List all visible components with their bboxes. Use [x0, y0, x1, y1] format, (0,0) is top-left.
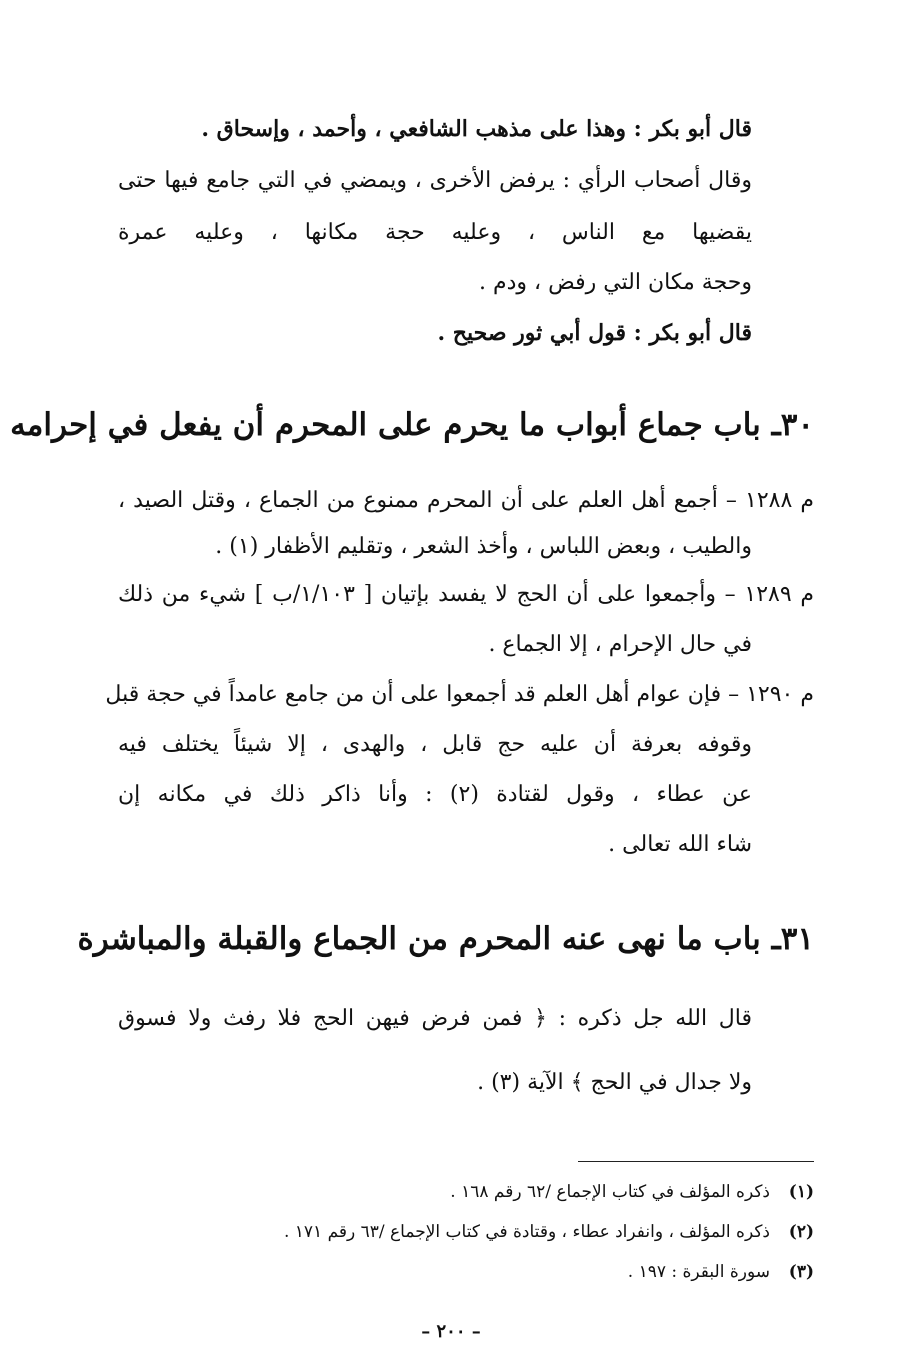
- masala-1290-line: وقوفه بعرفة أن عليه حج قابل ، والهدى ، إلا شيئاً يختلف فيه: [118, 732, 752, 757]
- masala-1289-line: في حال الإحرام ، إلا الجماع .: [488, 632, 752, 657]
- masala-1290-line: عن عطاء ، وقول لقتادة (٢) : وأنا ذاكر ذلك في مكانه إن: [118, 782, 752, 807]
- text-line: وحجة مكان التي رفض ، ودم .: [479, 270, 752, 295]
- text-line: قال أبو بكر : قول أبي ثور صحيح .: [437, 320, 752, 346]
- text-line: وقال أصحاب الرأي : يرفض الأخرى ، ويمضي في التي جامع فيها حتى: [118, 168, 752, 193]
- text-line: قال أبو بكر : وهذا على مذهب الشافعي ، وأحمد ، وإسحاق .: [201, 116, 752, 142]
- section-heading-30: ٣٠ـ باب جماع أبواب ما يحرم على المحرم أن يفعل في إحرامه: [10, 407, 814, 443]
- footnote-3: [628, 1260, 814, 1284]
- masala-1288-line: م ١٢٨٨ – أجمع أهل العلم على أن المحرم ممنوع من الجماع ، وقتل الصيد ،: [118, 488, 814, 513]
- footnote-text: ذكره المؤلف ، وانفراد عطاء ، وقتادة في كتاب الإجماع /٦٣ رقم ١٧١ .: [283, 1222, 770, 1242]
- masala-1290-line: م ١٢٩٠ – فإن عوام أهل العلم قد أجمعوا على أن من جامع عامداً في حجة قبل: [105, 682, 814, 707]
- section-heading-31: ٣١ـ باب ما نهى عنه المحرم من الجماع والقبلة والمباشرة: [77, 921, 814, 957]
- page-number: – ٢٠٠ –: [421, 1321, 481, 1342]
- footnote-1: [450, 1180, 814, 1204]
- text-line: يقضيها مع الناس ، وعليه حجة مكانها ، وعليه عمرة: [118, 220, 752, 245]
- footnote-number: (٣): [788, 1262, 814, 1282]
- footnote-text: ذكره المؤلف في كتاب الإجماع /٦٢ رقم ١٦٨ .: [450, 1182, 770, 1202]
- footnote-number: (٢): [788, 1222, 814, 1242]
- quran-line: ولا جدال في الحج ﴾ الآية (٣) .: [477, 1070, 752, 1095]
- footnote-2: [284, 1220, 814, 1244]
- masala-1289-line: م ١٢٨٩ – وأجمعوا على أن الحج لا يفسد بإتيان [ ١/١٠٣/ب ] شيء من ذلك: [118, 582, 814, 607]
- masala-1288-line: والطيب ، وبعض اللباس ، وأخذ الشعر ، وتقليم الأظفار (١) .: [215, 534, 752, 559]
- footnote-number: (١): [788, 1182, 814, 1202]
- quran-line: قال الله جل ذكره : ﴿ فمن فرض فيهن الحج فلا رفث ولا فسوق: [118, 1006, 752, 1031]
- footnote-separator: [578, 1161, 814, 1162]
- masala-1290-line: شاء الله تعالى .: [608, 832, 752, 857]
- footnote-text: سورة البقرة : ١٩٧ .: [627, 1262, 770, 1282]
